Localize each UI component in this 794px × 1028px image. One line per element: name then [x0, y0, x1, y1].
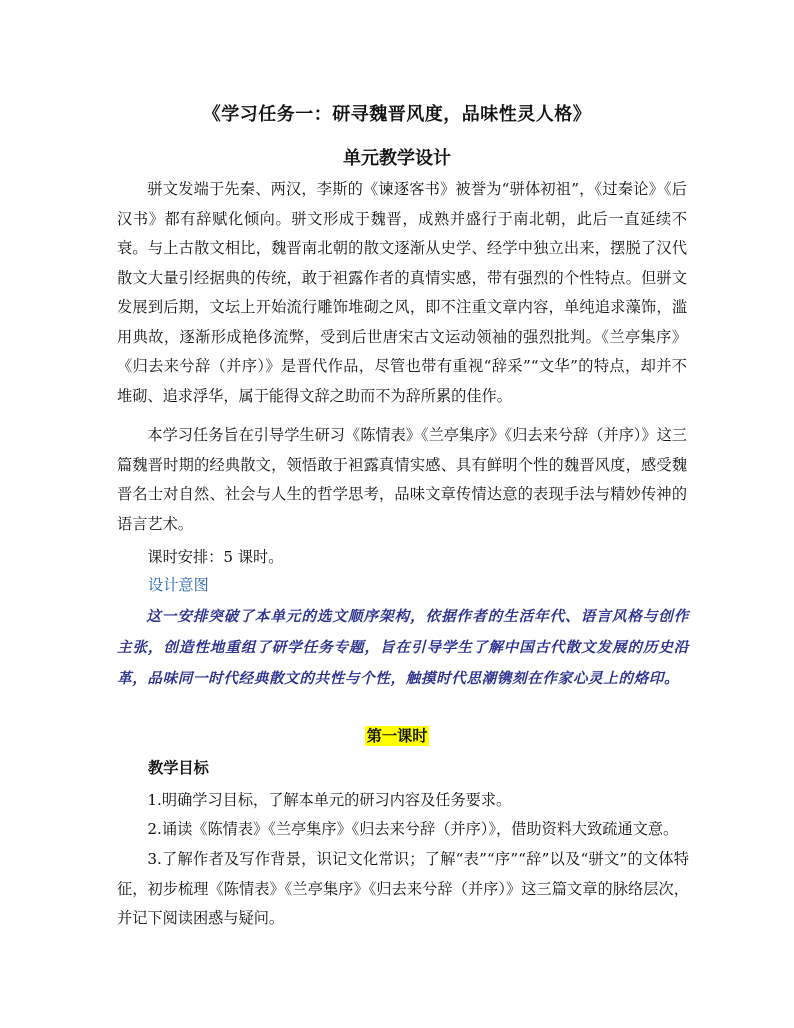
document-title: 《学习任务一：研寻魏晋风度，品味性灵人格》 — [202, 104, 592, 125]
lesson-heading: 第一课时 — [366, 727, 428, 745]
paragraph-intro: 骈文发端于先秦、两汉，李斯的《谏逐客书》被誉为“骈体初祖”，《过秦论》《后汉书》都有辞赋化倾向。骈文形成于魏晋，成熟并盛行于南北朝，此后一直延续不衰。与上古散文相比，魏晋南北朝的散文逐渐从史学、经学中独立出来，摆脱了汉代散文大量引经据典的传统，敢于袒露作者的真情实感，带有强烈的个性特点。但骈文发展到后期，文坛上开始流行雕饰堆砌之风，即不注重文章内容，单纯追求藻饰，滥用典故，逐渐形成艳侈流弊，受到后世唐宋古文运动领袖的强烈批判。《兰亭集序》《归去来兮辞（并序）》是晋代作品，尽管也带有重视“辞采”“文华”的特点，却并不堆砌、追求浮华，属于能得文辞之助而不为辞所累的佳作。 — [117, 180, 687, 405]
goal-item-3: 3.了解作者及写作背景，识记文化常识；了解“表”“序”“辞”以及“骈文”的文体特征，初步梳理《陈情表》《兰亭集序》《归去来兮辞（并序）》这三篇文章的脉络层次，并记下阅读困惑与疑问。 — [117, 850, 689, 927]
design-intent-heading: 设计意图 — [148, 576, 209, 594]
goal-item-1: 1.明确学习目标，了解本单元的研习内容及任务要求。 — [147, 791, 512, 809]
design-intent-text: 这一安排突破了本单元的选文顺序架构，依据作者的生活年代、语言风格与创作主张，创造性地重组了研学任务专题，旨在引导学生了解中国古代散文发展的历史沿革，品味同一时代经典散文的共性与个性，触摸时代思潮镌刻在作家心灵上的烙印。 — [117, 608, 689, 687]
document-subtitle: 单元教学设计 — [343, 148, 451, 169]
paragraph-task: 本学习任务旨在引导学生研习《陈情表》《兰亭集序》《归去来兮辞（并序）》这三篇魏晋时期的经典散文，领悟敢于袒露真情实感、具有鲜明个性的魏晋风度，感受魏晋名士对自然、社会与人生的哲学思考，品味文章传情达意的表现手法与精妙传神的语言艺术。 — [117, 426, 687, 533]
paragraph-schedule: 课时安排：5 课时。 — [147, 548, 284, 566]
goals-heading: 教学目标 — [148, 759, 209, 777]
goal-item-2: 2.诵读《陈情表》《兰亭集序》《归去来兮辞（并序）》，借助资料大致疏通文意。 — [147, 820, 679, 838]
lesson-heading-row — [0, 726, 794, 746]
